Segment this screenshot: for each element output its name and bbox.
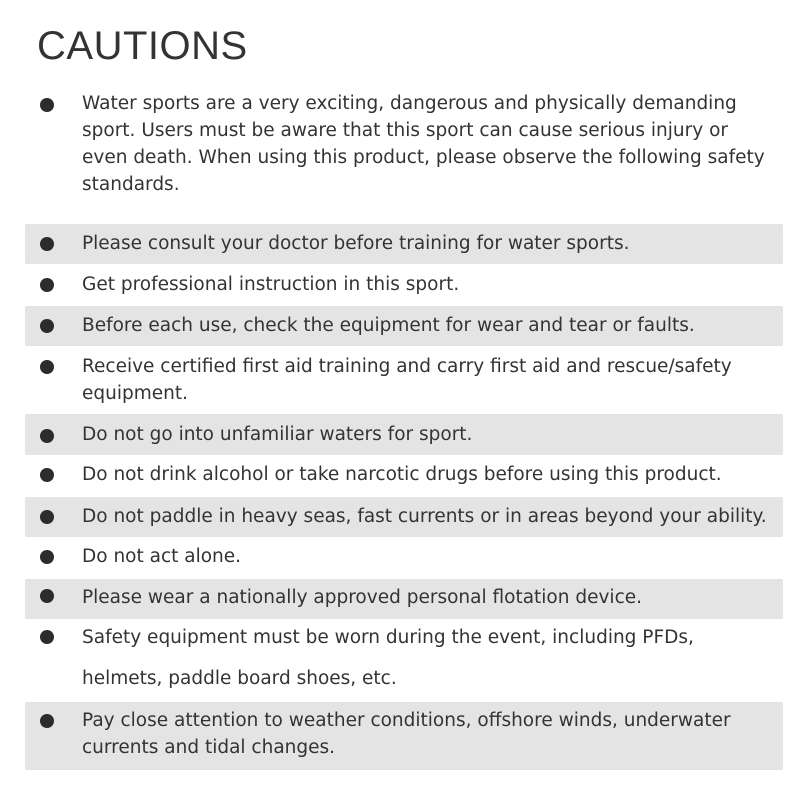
caution-text [82,503,782,530]
caution-text [82,421,782,448]
caution-item [25,306,783,346]
caution-line: Do not act alone. [82,546,242,567]
caution-line: Receive certified first aid training and carry first aid and rescue/safety [82,356,732,377]
intro-line: Water sports are a very exciting, dangerous and physically demanding [82,93,737,114]
caution-line: helmets, paddle board shoes, etc. [82,668,397,689]
caution-line: Pay close attention to weather conditions, offshore winds, underwater [82,710,731,731]
caution-item [25,265,783,305]
bullet-icon [40,630,54,644]
caution-text [82,353,782,407]
caution-line: Do not paddle in heavy seas, fast currents or in areas beyond your ability. [82,506,767,527]
caution-item [25,538,783,578]
bullet-icon [40,589,54,603]
bullet-icon [40,360,54,374]
caution-text [82,707,782,761]
caution-item [25,620,783,698]
intro-line: even death. When using this product, please observe the following safety [82,147,765,168]
caution-text [82,624,782,692]
caution-text [82,584,782,611]
caution-line: currents and tidal changes. [82,737,336,758]
caution-line: equipment. [82,383,188,404]
caution-item [25,579,783,619]
caution-line: Please consult your doctor before training for water sports. [82,233,630,254]
caution-item [25,497,783,537]
bullet-icon [40,237,54,251]
intro-line: standards. [82,174,180,195]
intro-item [25,90,783,202]
bullet-icon [40,714,54,728]
caution-text [82,461,782,488]
caution-text [82,271,782,298]
caution-line: Do not go into unfamiliar waters for sport. [82,424,473,445]
page-title: CAUTIONS [37,24,248,68]
bullet-icon [40,429,54,443]
caution-line: Do not drink alcohol or take narcotic drugs before using this product. [82,464,722,485]
caution-item [25,702,783,770]
caution-item [25,347,783,413]
caution-item [25,414,783,455]
bullet-icon [40,319,54,333]
caution-line: Safety equipment must be worn during the event, including PFDs, [82,627,694,648]
bullet-icon [40,278,54,292]
caution-line: Get professional instruction in this sport. [82,274,460,295]
bullet-icon [40,468,54,482]
bullet-icon [40,550,54,564]
intro-line: sport. Users must be aware that this sport can cause serious injury or [82,120,728,141]
caution-text [82,312,782,339]
caution-text [82,543,782,570]
bullet-icon [40,510,54,524]
caution-line: Please wear a nationally approved personal flotation device. [82,587,643,608]
caution-line: Before each use, check the equipment for wear and tear or faults. [82,315,695,336]
caution-text [82,230,782,257]
caution-item [25,224,783,264]
intro-text [82,90,782,198]
bullet-icon [40,98,54,112]
caution-item [25,456,783,496]
